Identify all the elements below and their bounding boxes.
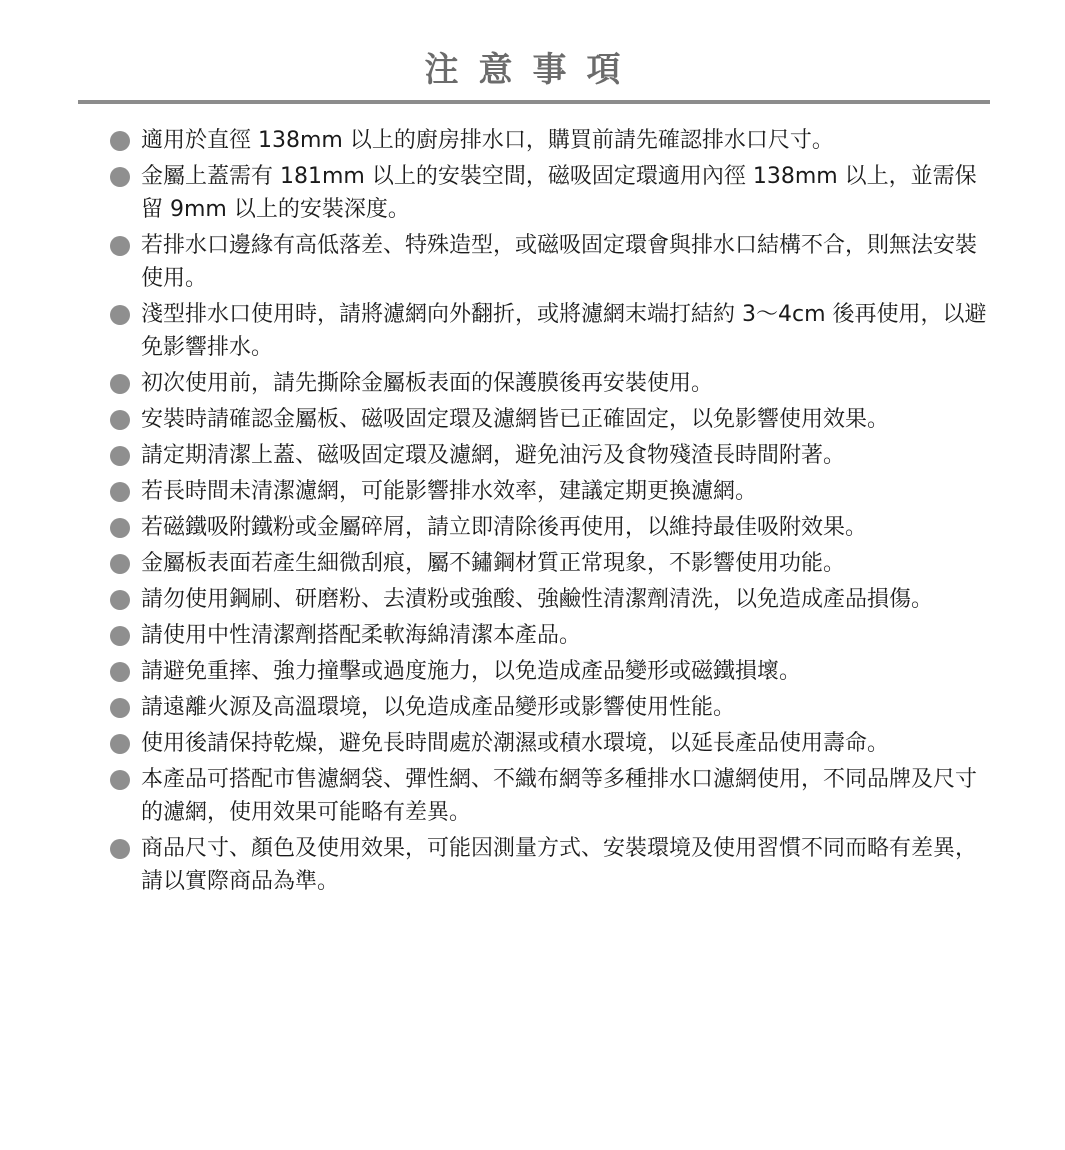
bullet-icon	[110, 626, 130, 646]
bullet-icon	[110, 131, 130, 151]
list-item	[108, 403, 988, 436]
note-text: 適用於直徑 138mm 以上的廚房排水口，購買前請先確認排水口尺寸。	[141, 128, 834, 153]
page-title: 注意事項	[424, 50, 641, 90]
bullet-icon	[110, 662, 130, 682]
note-text: 請勿使用鋼刷、研磨粉、去漬粉或強酸、強鹼性清潔劑清洗，以免造成產品損傷。	[141, 587, 934, 612]
bullet-icon	[110, 839, 130, 859]
note-text: 安裝時請確認金屬板、磁吸固定環及濾網皆已正確固定，以免影響使用效果。	[141, 407, 890, 432]
note-text: 請避免重摔、強力撞擊或過度施力，以免造成產品變形或磁鐵損壞。	[141, 659, 802, 684]
bullet-icon	[110, 590, 130, 610]
note-text: 初次使用前，請先撕除金屬板表面的保護膜後再安裝使用。	[141, 371, 714, 396]
list-item	[108, 655, 988, 688]
list-item	[108, 547, 988, 580]
note-text: 請定期清潔上蓋、磁吸固定環及濾網，避免油污及食物殘渣長時間附著。	[141, 443, 846, 468]
list-item	[108, 124, 988, 157]
notes-list	[108, 124, 988, 901]
list-item	[108, 727, 988, 760]
list-item	[108, 511, 988, 544]
list-item	[108, 298, 988, 364]
list-item	[108, 229, 988, 295]
bullet-icon	[110, 482, 130, 502]
note-text: 使用後請保持乾燥，避免長時間處於潮濕或積水環境，以延長產品使用壽命。	[141, 731, 890, 756]
list-item	[108, 367, 988, 400]
list-item	[108, 439, 988, 472]
bullet-icon	[110, 410, 130, 430]
note-text: 若排水口邊緣有高低落差、特殊造型，或磁吸固定環會與排水口結構不合，則無法安裝使用。	[141, 233, 978, 291]
note-text: 請遠離火源及高溫環境，以免造成產品變形或影響使用性能。	[141, 695, 736, 720]
note-text: 本產品可搭配市售濾網袋、彈性網、不織布網等多種排水口濾網使用，不同品牌及尺寸的濾網，使用效果可能略有差異。	[141, 767, 978, 825]
bullet-icon	[110, 374, 130, 394]
list-item	[108, 832, 988, 898]
list-item	[108, 763, 988, 829]
list-item	[108, 619, 988, 652]
bullet-icon	[110, 446, 130, 466]
bullet-icon	[110, 236, 130, 256]
note-text: 若長時間未清潔濾網，可能影響排水效率，建議定期更換濾網。	[141, 479, 758, 504]
note-text: 金屬板表面若產生細微刮痕，屬不鏽鋼材質正常現象，不影響使用功能。	[141, 551, 846, 576]
list-item	[108, 691, 988, 724]
bullet-icon	[110, 305, 130, 325]
bullet-icon	[110, 698, 130, 718]
bullet-icon	[110, 554, 130, 574]
list-item	[108, 160, 988, 226]
bullet-icon	[110, 518, 130, 538]
note-text: 請使用中性清潔劑搭配柔軟海綿清潔本產品。	[141, 623, 582, 648]
note-text: 淺型排水口使用時，請將濾網向外翻折，或將濾網末端打結約 3～4cm 後再使用，以避免影響排水。	[141, 302, 987, 360]
note-text: 商品尺寸、顏色及使用效果，可能因測量方式、安裝環境及使用習慣不同而略有差異，請以實際商品為準。	[141, 836, 978, 894]
list-item	[108, 475, 988, 508]
bullet-icon	[110, 167, 130, 187]
bullet-icon	[110, 770, 130, 790]
note-text: 金屬上蓋需有 181mm 以上的安裝空間，磁吸固定環適用內徑 138mm 以上，並需保留 9mm 以上的安裝深度。	[141, 164, 977, 222]
note-text: 若磁鐵吸附鐵粉或金屬碎屑，請立即清除後再使用，以維持最佳吸附效果。	[141, 515, 868, 540]
title-divider	[78, 100, 990, 104]
bullet-icon	[110, 734, 130, 754]
list-item	[108, 583, 988, 616]
